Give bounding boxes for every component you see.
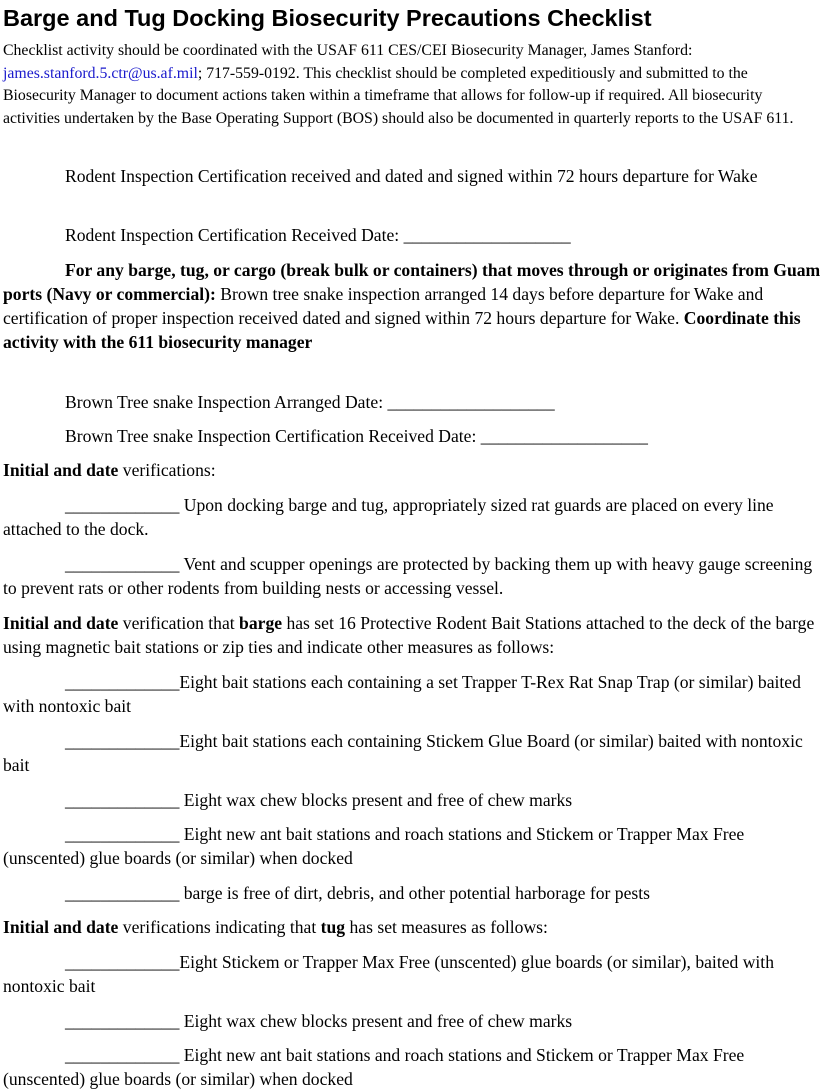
initial-date-field[interactable]: _____________ xyxy=(65,1045,180,1065)
initial-date-field[interactable]: _____________ xyxy=(65,790,180,810)
bts-arranged-date-line xyxy=(3,390,826,414)
check-item-text: Upon docking barge and tug, appropriately sized rat guards are placed on every line attached to the dock. xyxy=(3,495,774,539)
rodent-cert-date-field[interactable]: ___________________ xyxy=(403,225,571,245)
tug-bold-initial: Initial and date xyxy=(3,917,119,937)
tug-bold-word: tug xyxy=(320,917,346,937)
check-item-text: barge is free of dirt, debris, and other potential harborage for pests xyxy=(179,883,650,903)
bts-arranged-date-label: Brown Tree snake Inspection Arranged Date: xyxy=(65,392,388,412)
check-item-text: Eight new ant bait stations and roach stations and Stickem or Trapper Max Free (unscented) glue boards (or similar) when docked xyxy=(3,824,745,868)
barge-rest: has set 16 Protective Rodent Bait Stations attached to the deck of the barge using magnetic bait stations or zip ties and indicate other measures as follows: xyxy=(3,613,815,657)
check-item-rat-guards xyxy=(3,493,823,541)
tug-item-ant-roach xyxy=(3,1043,823,1091)
barge-mid: verification that xyxy=(118,613,240,633)
check-item-text: Eight bait stations each containing a set Trapper T-Rex Rat Snap Trap (or similar) baited with nontoxic bait xyxy=(3,672,801,716)
guam-requirement xyxy=(3,258,823,354)
barge-heading xyxy=(3,611,823,659)
check-item-glue-board xyxy=(3,729,823,777)
bts-received-date-line xyxy=(3,424,826,448)
rodent-cert-requirement: Rodent Inspection Certification received and dated and signed within 72 hours departure for Wake xyxy=(65,166,758,186)
check-item-snap-trap xyxy=(3,670,823,718)
initial-date-field[interactable]: _____________ xyxy=(65,952,180,972)
initial-date-field[interactable]: _____________ xyxy=(65,731,180,751)
check-item-text: Eight Stickem or Trapper Max Free (unscented) glue boards (or similar), baited with nontoxic bait xyxy=(3,952,774,996)
verifications-bold: Initial and date xyxy=(3,460,119,480)
check-item-text: Eight bait stations each containing Stickem Glue Board (or similar) baited with nontoxic bait xyxy=(3,731,803,775)
rodent-cert-date-label: Rodent Inspection Certification Received Date: xyxy=(65,225,404,245)
bts-received-date-label: Brown Tree snake Inspection Certification Received Date: xyxy=(65,426,481,446)
tug-heading xyxy=(3,915,823,939)
check-item-text: Eight wax chew blocks present and free of chew marks xyxy=(179,1011,573,1031)
rodent-cert-date-line xyxy=(3,223,826,247)
check-item-text: Eight wax chew blocks present and free of chew marks xyxy=(179,790,573,810)
tug-item-glue-boards xyxy=(3,950,823,998)
tug-mid: verifications indicating that xyxy=(118,917,321,937)
bts-received-date-field[interactable]: ___________________ xyxy=(480,426,648,446)
tug-rest: has set measures as follows: xyxy=(345,917,548,937)
initial-date-field[interactable]: _____________ xyxy=(65,1011,180,1031)
intro-text-after: ; 717-559-0192. This checklist should be completed expeditiously and submitted to the Biosecurity Manager to document actions taken within a timeframe that allows for follow-up if required. All biosecurity activities undertaken by the Base Operating Support (BOS) should also be documented in quarterly reports to the USAF 611. xyxy=(3,64,794,127)
check-item-ant-roach xyxy=(3,822,823,870)
guam-bold-lead: For any barge, tug, or cargo (break bulk or containers) that moves through or originates from Guam ports (Navy or commercial): xyxy=(3,260,821,304)
intro-text-before: Checklist activity should be coordinated with the USAF 611 CES/CEI Biosecurity Manager, James Stanford: xyxy=(3,42,693,59)
check-item-text: Vent and scupper openings are protected by backing them up with heavy gauge screening to prevent rats or other rodents from building nests or accessing vessel. xyxy=(3,554,813,598)
check-item-debris-free xyxy=(3,881,823,905)
guam-body: Brown tree snake inspection arranged 14 days before departure for Wake and certification of proper inspection received dated and signed within 72 hours departure for Wake. xyxy=(3,284,764,328)
check-item-wax-blocks xyxy=(3,788,823,812)
initial-date-field[interactable]: _____________ xyxy=(65,883,180,903)
barge-bold-word: barge xyxy=(239,613,283,633)
page-title: Barge and Tug Docking Biosecurity Precautions Checklist xyxy=(3,5,652,31)
tug-item-wax-blocks xyxy=(3,1009,823,1033)
guam-bold-tail: Coordinate this activity with the 611 biosecurity manager xyxy=(3,308,801,352)
email-link[interactable]: james.stanford.5.ctr@us.af.mil xyxy=(3,64,198,82)
initial-date-field[interactable]: _____________ xyxy=(65,824,180,844)
barge-bold-initial: Initial and date xyxy=(3,613,119,633)
check-item-text: Eight new ant bait stations and roach stations and Stickem or Trapper Max Free (unscented) glue boards (or similar) when docked xyxy=(3,1045,745,1089)
check-item-vent-screening xyxy=(3,552,823,600)
verifications-rest: verifications: xyxy=(118,460,216,480)
bts-arranged-date-field[interactable]: ___________________ xyxy=(387,392,555,412)
initial-date-field[interactable]: _____________ xyxy=(65,495,180,515)
initial-date-field[interactable]: _____________ xyxy=(65,672,180,692)
verifications-heading xyxy=(3,458,823,482)
initial-date-field[interactable]: _____________ xyxy=(65,554,180,574)
intro-paragraph xyxy=(3,40,823,130)
